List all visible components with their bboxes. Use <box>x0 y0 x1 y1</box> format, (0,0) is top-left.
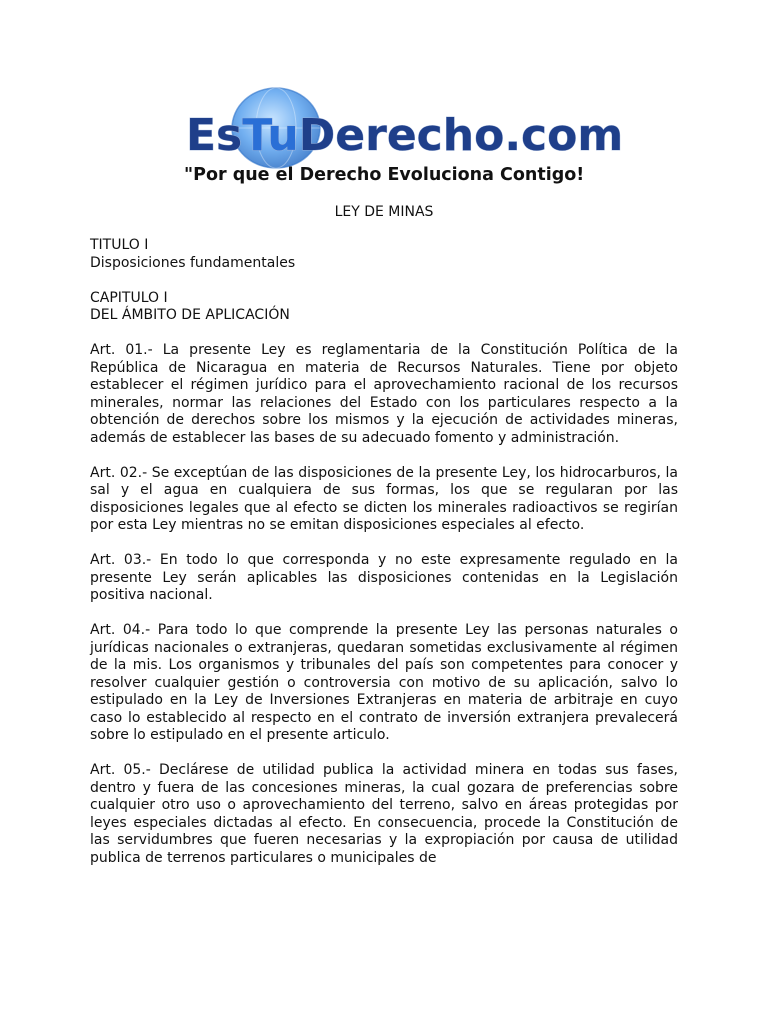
article-05: Art. 05.- Declárese de utilidad publica la actividad minera en todas sus fases, dentro y fuera de las concesiones mineras, la cual gozara de preferencias sobre cualquier otro uso o aprovechamiento del terreno, salvo en áreas protegidas por leyes especiales dictadas al efecto. En consecuencia, procede la Constitución de las servidumbres que fueren necesarias y la expropiación por causa de utilidad publica de terrenos particulares o municipales de <box>90 762 678 866</box>
article-04: Art. 04.- Para todo lo que comprende la presente Ley las personas naturales o jurídicas nacionales o extranjeras, quedaran sometidas exclusivamente al régimen de la mis. Los organismos y tribunales del país son competentes para conocer y resolver cualquier gestión o controversia con motivo de su aplicación, salvo lo estipulado en la Ley de Inversiones Extranjeras en materia de arbitraje en cuyo caso lo establecido al respecto en el contrato de inversión extranjera prevalecerá sobre lo estipulado en el presente articulo. <box>90 622 678 743</box>
titulo-block <box>90 237 678 272</box>
brand-part-es: Es <box>186 110 243 161</box>
logo-tagline: "Por que el Derecho Evoluciona Contigo! <box>184 165 585 185</box>
brand-part-com: .com <box>504 110 624 161</box>
titulo-name: Disposiciones fundamentales <box>90 254 296 271</box>
article-02: Art. 02.- Se exceptúan de las disposiciones de la presente Ley, los hidrocarburos, la sal y el agua en cualquiera de sus formas, los que se regularan por las disposiciones legales que al efecto se dicten los minerales radioactivos se regirían por esta Ley mientras no se emitan disposiciones especiales al efecto. <box>90 464 678 533</box>
article-03: Art. 03.- En todo lo que corresponda y no este expresamente regulado en la presente Ley serán aplicables las disposiciones contenidas en la Legislación positiva nacional. <box>90 552 678 603</box>
logo-graphic <box>180 88 624 198</box>
svg-text:EsTuDerecho.com <box>186 110 623 161</box>
brand-part-tu: Tu <box>242 110 299 161</box>
document-body <box>90 237 678 885</box>
titulo-heading: TITULO I <box>90 237 149 253</box>
article-01: Art. 01.- La presente Ley es reglamentaria de la Constitución Política de la República de Nicaragua en materia de Recursos Naturales. Tiene por objeto establecer el régimen jurídico para el aprovechamiento racional de los recursos minerales, normar las relaciones del Estado con los particulares respecto a la obtención de derechos sobre los mismos y la ejecución de actividades mineras, además de establecer las bases de su adecuado fomento y administración. <box>90 342 678 446</box>
capitulo-name: DEL ÁMBITO DE APLICACIÓN <box>90 307 290 323</box>
document-title: LEY DE MINAS <box>334 204 434 220</box>
brand-part-derecho: Derecho <box>298 110 505 161</box>
capitulo-heading: CAPITULO I <box>90 289 168 306</box>
estuderecho-logo <box>180 88 624 198</box>
capitulo-block <box>90 290 678 325</box>
